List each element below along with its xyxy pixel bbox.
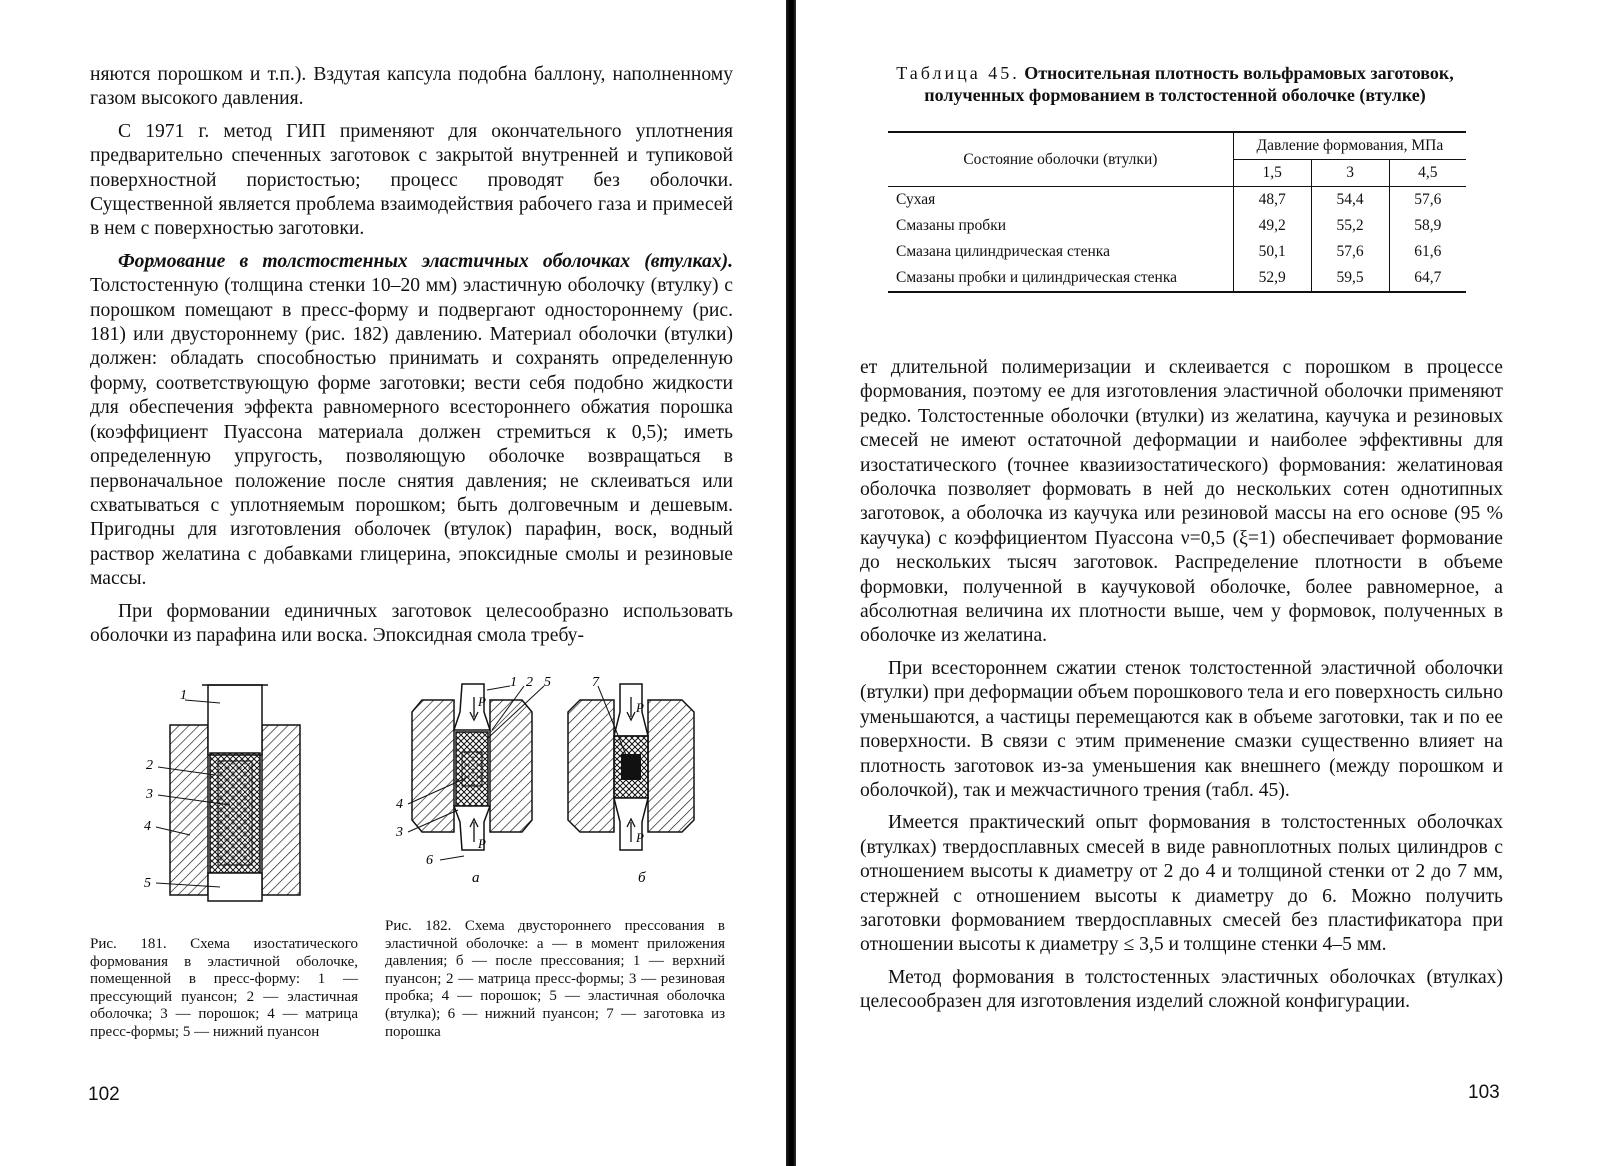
table-row [888,239,1466,265]
right-text-column [860,356,1503,1015]
fig182-label-6: 6 [426,853,433,868]
table-row [888,187,1466,214]
left-text-column [90,63,733,648]
page-number-left: 102 [88,1084,120,1105]
fig181-label-5: 5 [144,876,151,891]
fig182-label-7: 7 [592,675,599,690]
pressure-header: 3 [1311,160,1389,187]
table-title [860,62,1490,106]
cell-value: 52,9 [1233,265,1311,292]
paragraph: При формовании единичных заготовок целесообразно использовать оболочки из парафина или воска. Эпоксидная смола требу- [90,600,733,646]
cell-value: 54,4 [1311,187,1389,214]
figure-182 [392,672,732,887]
fig181-label-3: 3 [146,787,153,802]
paragraph: ет длительной полимеризации и склеивается с порошком в процессе формования, поэтому ее для изготовления эластичной оболочки применяют редко. Толстостенные оболочки (втулки) из желатина, каучука и резиновых смесей не имеют остаточной деформации и наиболее эффективны для изостатического (точнее квазиизостатического) формования: желатиновая оболочка позволяет формовать в ней до нескольких сотен однотипных заготовок, а оболочка из каучука или резиновой массы на его основе (95 % каучука) с коэффициентом Пуассона ν=0,5 (ξ=1) обеспечивает формование до нескольких тысяч заготовок. Распределение плотности в объеме формовки, полученной в каучуковой оболочке, более равномерное, а абсолютная величина их плотности выше, чем у формовок, полученных в оболочке из желатина. [860,357,1503,647]
fig182-sub-a: а [472,870,480,886]
fig181-label-2: 2 [146,758,153,773]
cell-value: 61,6 [1389,239,1466,265]
fig182-label-5: 5 [544,675,551,690]
table-caption: Относительная плотность вольфрамовых заготовок, полученных формованием в толстостенной оболочке (втулке) [924,63,1454,105]
fig182-force-bottom-b: P [636,830,644,845]
fig181-label-4: 4 [144,819,151,834]
paragraph: Метод формования в толстостенных эластичных оболочках (втулках) целесообразен для изготовления изделий сложной конфигурации. [860,966,1503,1013]
paragraph: С 1971 г. метод ГИП применяют для окончательного уплотнения предварительно спеченных заготовок с закрытой внутренней и тупиковой поверхностной пористостью; процесс проводят без оболочки. Существенной является проблема взаимодействия рабочего газа и примесей в нем с поверхностью заготовки. [90,120,733,240]
col-header-state: Состояние оболочки (втулки) [888,132,1233,187]
row-state: Смазаны пробки [896,217,1007,234]
cell-value: 58,9 [1389,213,1466,239]
table-label: Таблица 45. [896,63,1020,83]
cell-value: 57,6 [1389,187,1466,214]
pressure-header: 4,5 [1389,160,1466,187]
cell-value: 59,5 [1311,265,1389,292]
table-45 [888,131,1466,293]
paragraph: Имеется практический опыт формования в толстостенных оболочках (втулках) твердосплавных смесей в виде равноплотных полых цилиндров с отношением высоты к диаметру от 2 до 4 и толщиной стенки от 2 до 7 мм, стержней с отношением высоты к диаметру до 6. Можно получить заготовки формованием твердосплавных смесей без пластификатора при отношении высоты к диаметру ≤ 3,5 и толщине стенки 4–5 мм. [860,812,1503,956]
fig182-label-2: 2 [526,675,533,690]
figure-181 [140,675,320,905]
paragraph: При всестороннем сжатии стенок толстостенной эластичной оболочки (втулки) при деформации объем порошкового тела и его поверхность сильно уменьшаются, а частицы перемещаются как в объеме заготовки, так и по ее поверхности. В связи с этим применение смазки существенно влияет на плотность заготовок из-за уменьшения как внешнего (между порошком и оболочкой), так и межчастичного трения (табл. 45). [860,657,1503,801]
page-number-right: 103 [1468,1082,1500,1103]
fig182-force-top-a: P [478,694,486,709]
cell-value: 48,7 [1233,187,1311,214]
book-spine [786,0,796,1166]
row-state: Смазана цилиндрическая стенка [896,243,1110,260]
fig182-caption: Рис. 182. Схема двустороннего прессования в эластичной оболочке: а — в момент приложения давления; б — после прессования; 1 — верхний пуансон; 2 — матрица пресс-формы; 3 — резиновая пробка; 4 — порошок; 5 — эластичная оболочка (втулка); 6 — нижний пуансон; 7 — заготовка из порошка [385,918,725,1040]
fig182-label-4: 4 [396,797,403,812]
row-state: Сухая [896,191,936,208]
fig182-label-1: 1 [510,675,517,690]
row-state: Смазаны пробки и цилиндрическая стенка [896,269,1178,286]
table-row [888,213,1466,239]
cell-value: 64,7 [1389,265,1466,292]
left-page [0,0,790,1166]
section-text: Толстостенную (толщина стенки 10–20 мм) эластичную оболочку (втулку) с порошком помещают в пресс-форму и подвергают одностороннему (рис. 181) или двустороннему (рис. 182) давлению. Материал оболочки (втулки) должен: обладать способностью принимать и сохранять определенную форму, соответствующую форме заготовки; вести себя подобно жидкости для обеспечения эффекта равномерного всестороннего обжатия порошка (коэффициент Пуассона материала должен стремиться к 0,5); иметь определенную упругость, позволяющую оболочке возвращаться в первоначальное положение после снятия давления; не склеиваться или схватываться с уплотняемым порошком; быть долговечным и дешевым. Пригодны для изготовления оболочек (втулок) парафин, воск, водный раствор желатина с добавками глицерина, эпоксидные смолы и резиновые массы. [90,275,733,590]
fig182-label-3: 3 [396,825,403,840]
fig182-sub-b: б [638,870,646,886]
pressure-header: 1,5 [1233,160,1311,187]
cell-value: 57,6 [1311,239,1389,265]
fig181-label-1: 1 [180,688,187,703]
section-paragraph [90,250,733,592]
paragraph: няются порошком и т.п.). Вздутая капсула подобна баллону, наполненному газом высокого давления. [90,64,733,110]
table-row [888,265,1466,292]
fig182-force-bottom-a: P [478,836,486,851]
cell-value: 50,1 [1233,239,1311,265]
fig181-caption: Рис. 181. Схема изостатического формования в эластичной оболочке, помещенной в пресс-форму: 1 — прессующий пуансон; 2 — эластичная оболочка; 3 — порошок; 4 — матрица пресс-формы; 5 — нижний пуансон [90,936,358,1040]
fig182-force-top-b: P [636,700,644,715]
cell-value: 55,2 [1311,213,1389,239]
section-heading: Формование в толстостенных эластичных оболочках (втулках). [118,250,733,272]
col-header-pressure: Давление формования, МПа [1233,132,1466,160]
cell-value: 49,2 [1233,213,1311,239]
